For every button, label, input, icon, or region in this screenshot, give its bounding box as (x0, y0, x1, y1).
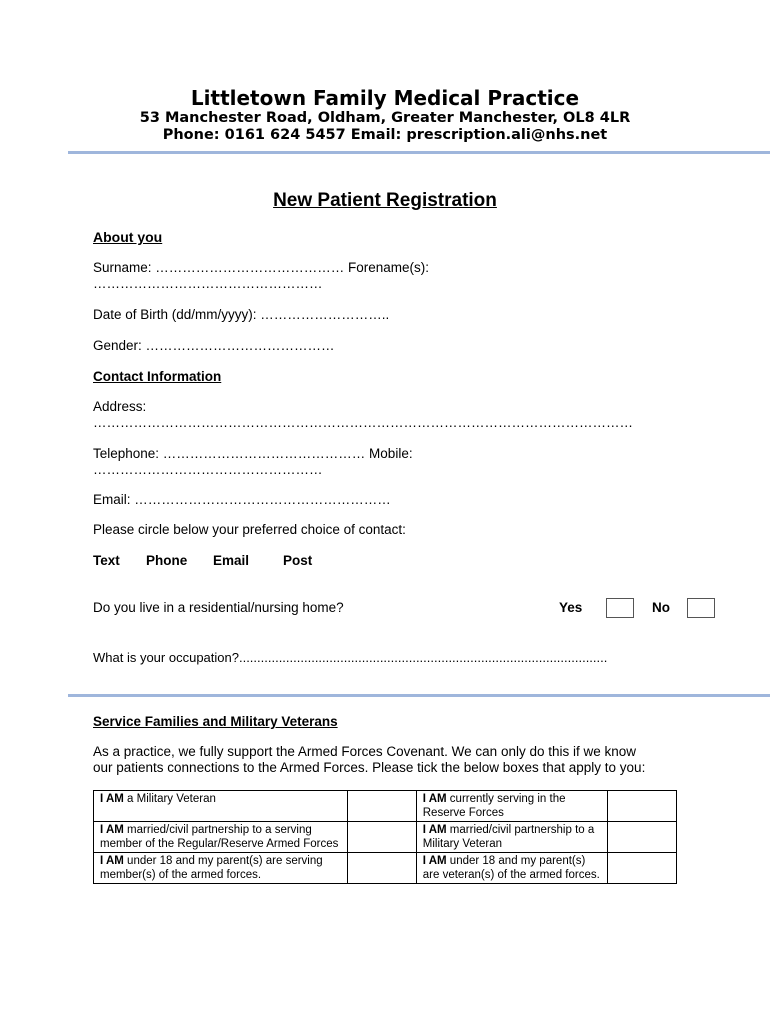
address-field[interactable]: ………………………………………………………………………………………………………… (93, 415, 633, 430)
service-intro-line-1: As a practice, we fully support the Armed Forces Covenant. We can only do this if we know (93, 744, 637, 759)
table-row (94, 853, 677, 884)
yes-label: Yes (559, 600, 583, 615)
occupation-field[interactable]: What is your occupation?...................................................................................................... (93, 650, 608, 665)
yes-checkbox[interactable] (606, 598, 634, 618)
choice-email[interactable]: Email (213, 553, 250, 568)
child-serving-tick-box[interactable] (348, 853, 417, 884)
email-field[interactable]: Email: ………………………………………………… (93, 492, 391, 507)
choice-post[interactable]: Post (283, 553, 313, 568)
table-row (94, 822, 677, 853)
no-checkbox[interactable] (687, 598, 715, 618)
preferred-contact-label: Please circle below your preferred choice of contact: (93, 522, 406, 537)
child-veteran-option: I AM under 18 and my parent(s) are veteran(s) of the armed forces. (416, 853, 608, 884)
header-divider (68, 151, 770, 154)
veteran-option: I AM a Military Veteran (94, 791, 348, 822)
married-veteran-tick-box[interactable] (608, 822, 677, 853)
choice-text[interactable]: Text (93, 553, 120, 568)
form-title: New Patient Registration (273, 190, 497, 211)
gender-field[interactable]: Gender: …………………………………… (93, 338, 335, 353)
table-row (94, 791, 677, 822)
about-heading: About you (93, 229, 163, 245)
veteran-tick-box[interactable] (348, 791, 417, 822)
dob-field[interactable]: Date of Birth (dd/mm/yyyy): ……………………….. (93, 307, 390, 322)
surname-field[interactable]: Surname: …………………………………… Forename(s): (93, 260, 430, 275)
practice-name: Littletown Family Medical Practice (190, 86, 580, 110)
service-intro-line-2: our patients connections to the Armed Forces. Please tick the below boxes that apply to you: (93, 760, 646, 775)
forename-field[interactable]: …………………………………………… (93, 276, 323, 291)
married-serving-option: I AM married/civil partnership to a serving member of the Regular/Reserve Armed Forces (94, 822, 348, 853)
married-veteran-option: I AM married/civil partnership to a Military Veteran (416, 822, 608, 853)
contact-heading: Contact Information (93, 369, 222, 384)
armed-forces-table (93, 790, 677, 884)
address-label: Address: (93, 399, 147, 414)
telephone-field[interactable]: Telephone: ……………………………………… Mobile: (93, 446, 413, 461)
reserve-tick-box[interactable] (608, 791, 677, 822)
practice-contact: Phone: 0161 624 5457 Email: prescription.ali@nhs.net (162, 127, 608, 143)
reserve-option: I AM currently serving in the Reserve Forces (416, 791, 608, 822)
section-divider (68, 694, 770, 697)
married-serving-tick-box[interactable] (348, 822, 417, 853)
child-serving-option: I AM under 18 and my parent(s) are serving member(s) of the armed forces. (94, 853, 348, 884)
choice-phone[interactable]: Phone (146, 553, 188, 568)
service-heading: Service Families and Military Veterans (93, 714, 338, 729)
child-veteran-tick-box[interactable] (608, 853, 677, 884)
mobile-field[interactable]: …………………………………………… (93, 462, 323, 477)
no-label: No (652, 600, 670, 615)
practice-address: 53 Manchester Road, Oldham, Greater Manchester, OL8 4LR (139, 110, 631, 126)
residential-question: Do you live in a residential/nursing home? (93, 600, 344, 615)
